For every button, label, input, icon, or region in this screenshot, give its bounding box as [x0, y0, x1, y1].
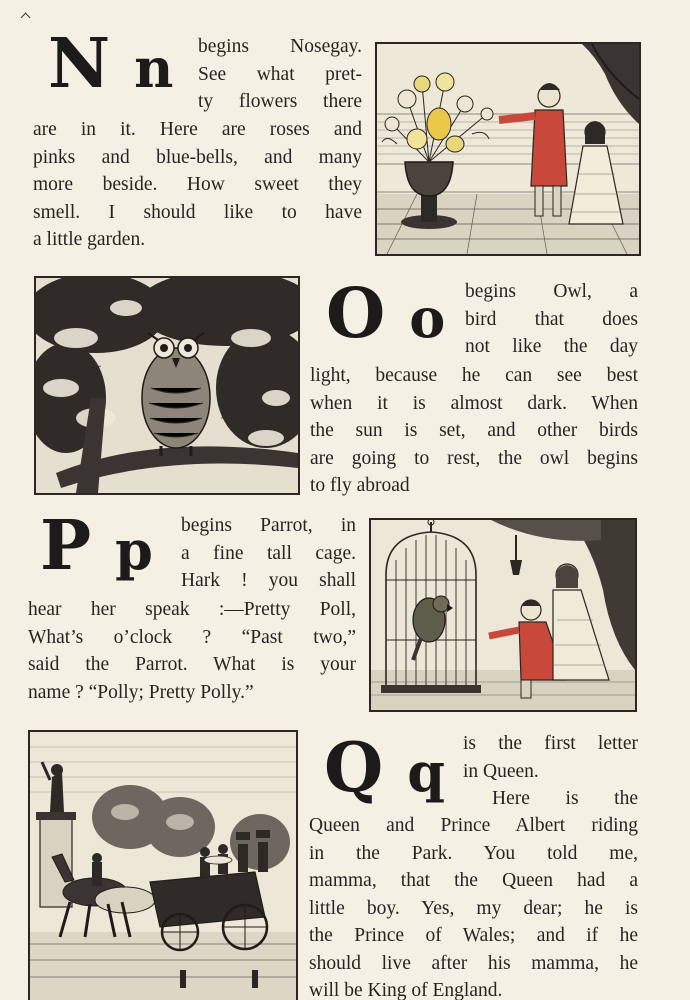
text-line: begins Parrot, in	[181, 515, 356, 536]
letter-n-heading	[48, 24, 176, 104]
text-line: ty flowers there	[198, 91, 362, 112]
text-line: Hark ! you shall	[181, 570, 356, 591]
text-line: not like the day	[465, 336, 638, 357]
queen-carriage-illustration	[28, 730, 298, 1000]
text-line: a fine tall cage.	[181, 542, 356, 564]
text-line: light, because he can see best	[310, 365, 638, 386]
letter-q-lower: q	[407, 740, 447, 804]
text-line: the Prince of Wales; and if he	[309, 925, 638, 946]
parrot-illustration	[369, 518, 637, 712]
text-line: should live after his mamma, he	[309, 952, 638, 974]
text-line: are going to rest, the owl begins	[310, 447, 638, 469]
owl-illustration	[34, 276, 300, 495]
text-line: a little garden.	[33, 229, 146, 250]
text-line: bird that does	[465, 308, 638, 330]
text-line: to fly abroad	[310, 475, 410, 496]
letter-q-paragraph-indent	[492, 785, 638, 813]
letter-p-paragraph-body	[28, 596, 356, 706]
text-line: hear her speak :—Pretty Poll,	[28, 599, 356, 620]
letter-o-lower: o	[409, 286, 448, 350]
text-line: What’s o’clock ? “Past two,”	[28, 626, 356, 648]
letter-o-paragraph-top	[465, 278, 638, 361]
letter-n-upper: N	[48, 24, 113, 104]
text-line: smell. I should like to have	[33, 201, 362, 223]
text-line: mamma, that the Queen had a	[309, 870, 638, 891]
text-line: Queen and Prince Albert riding	[309, 815, 638, 836]
letter-p-upper: P	[40, 506, 94, 586]
letter-q-upper: Q	[324, 728, 386, 808]
letter-p-paragraph-top	[181, 512, 356, 595]
letter-n-paragraph-top	[198, 33, 362, 116]
text-line: Here is the	[492, 788, 638, 809]
text-line: in Queen.	[463, 760, 539, 782]
text-line: pinks and blue-bells, and many	[33, 146, 362, 168]
letter-o-paragraph-body	[310, 362, 638, 500]
text-line: will be King of England.	[309, 980, 503, 1000]
letter-o-heading	[326, 274, 448, 354]
text-line: when it is almost dark. When	[310, 392, 638, 414]
nosegay-illustration	[375, 42, 641, 256]
letter-n-lower: n	[134, 36, 176, 100]
letter-q-paragraph-body	[309, 812, 638, 1000]
text-line: said the Parrot. What is your	[28, 654, 356, 675]
text-line: is the first letter	[463, 733, 638, 754]
text-line: See what pret-	[198, 63, 362, 85]
text-line: in the Park. You told me,	[309, 842, 638, 864]
text-line: more beside. How sweet they	[33, 174, 362, 195]
letter-p-heading	[40, 506, 155, 586]
corner-mark	[21, 13, 31, 23]
text-line: name ? “Polly; Pretty Polly.”	[28, 681, 254, 703]
letter-o-upper: O	[326, 274, 388, 354]
text-line: begins Owl, a	[465, 281, 638, 302]
text-line: are in it. Here are roses and	[33, 119, 362, 140]
letter-q-paragraph-top	[463, 730, 638, 785]
text-line: begins Nosegay.	[198, 36, 362, 57]
letter-q-heading	[324, 728, 447, 808]
text-line: little boy. Yes, my dear; he is	[309, 897, 638, 919]
letter-p-lower: p	[115, 518, 155, 582]
letter-n-paragraph-body	[33, 116, 362, 254]
text-line: the sun is set, and other birds	[310, 420, 638, 441]
